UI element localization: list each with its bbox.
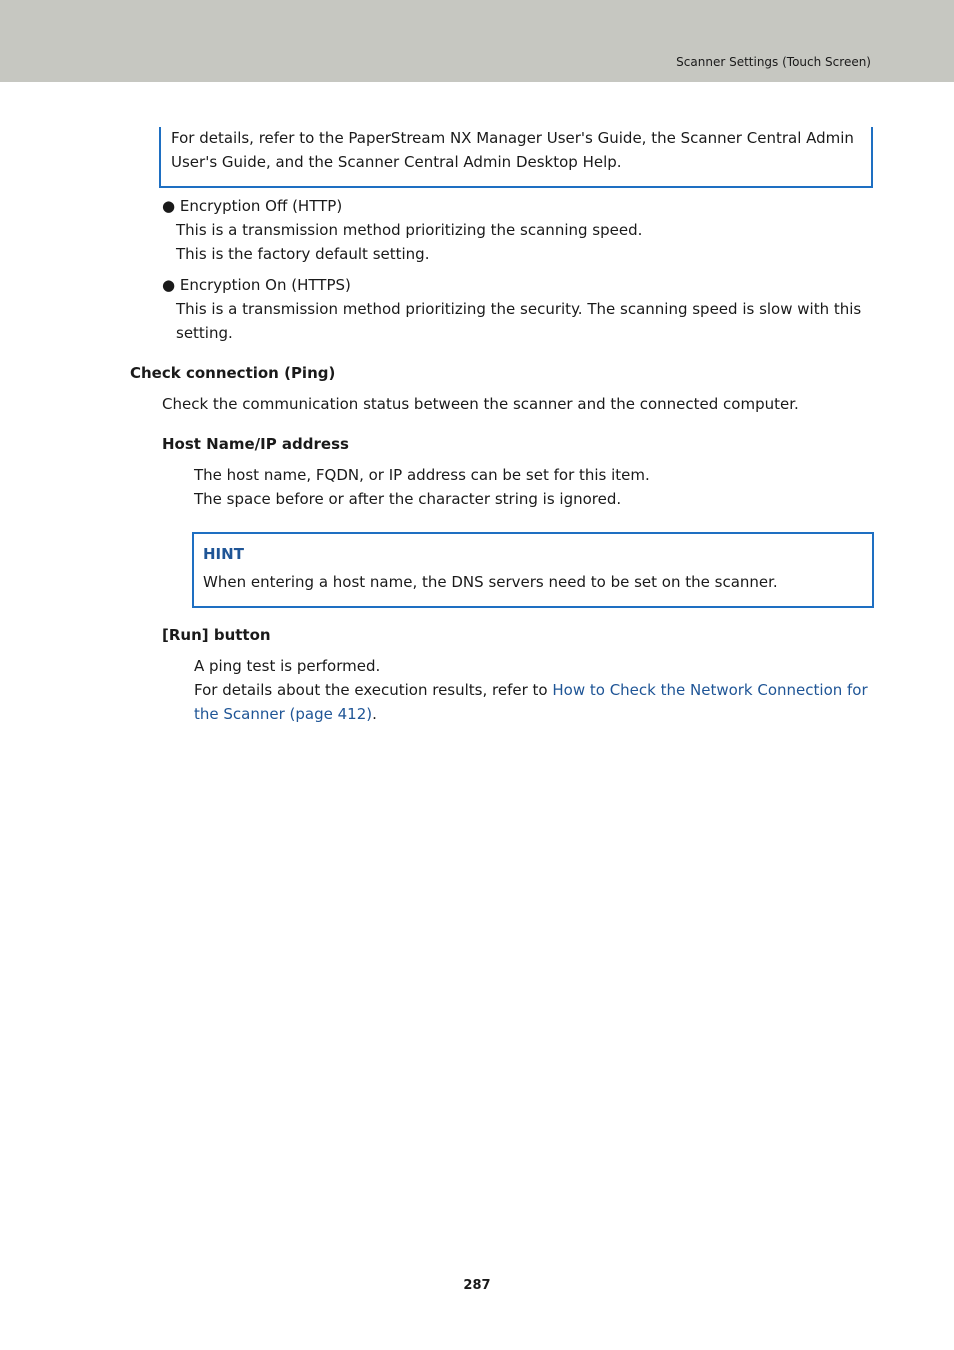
heading-run-button: [Run] button (162, 626, 271, 644)
option-description: This is a transmission method prioritizing the security. The scanning speed is slow with this setting. (176, 300, 862, 342)
run-button-prefix: For details about the execution results, refer to (194, 681, 553, 699)
page-header (0, 0, 954, 82)
option-description: This is the factory default setting. (176, 245, 430, 263)
network-connection-link[interactable]: How to Check the Network Connection for the Scanner (page 412) (194, 681, 868, 723)
heading-check-connection: Check connection (Ping) (130, 364, 336, 382)
option-title: Encryption On (HTTPS) (179, 276, 351, 294)
note-text: For details, refer to the PaperStream NX Manager User's Guide, the Scanner Central Admin User's Guide, and the Scanner Central Admin Desktop Help. (171, 129, 854, 171)
section-title: Scanner Settings (Touch Screen) (676, 55, 871, 69)
check-connection-description: Check the communication status between the scanner and the connected computer. (162, 395, 799, 413)
run-button-line-1: A ping test is performed. (194, 657, 381, 675)
list-item-encryption-off (162, 194, 866, 266)
run-button-line-2 (194, 678, 874, 726)
bullet-icon: ● (162, 197, 176, 215)
hint-label: HINT (203, 545, 244, 563)
run-button-suffix: . (372, 705, 377, 723)
host-name-line-2: The space before or after the character string is ignored. (194, 490, 622, 508)
host-name-line-1: The host name, FQDN, or IP address can be set for this item. (194, 466, 650, 484)
option-title: Encryption Off (HTTP) (179, 197, 343, 215)
hint-box (192, 532, 874, 608)
note-box (159, 127, 873, 188)
hint-text: When entering a host name, the DNS servers need to be set on the scanner. (203, 573, 778, 591)
bullet-icon: ● (162, 276, 176, 294)
list-item-encryption-on (162, 273, 866, 345)
heading-host-name: Host Name/IP address (162, 435, 349, 453)
page-number: 287 (463, 1278, 491, 1293)
option-description: This is a transmission method prioritizing the scanning speed. (176, 221, 643, 239)
